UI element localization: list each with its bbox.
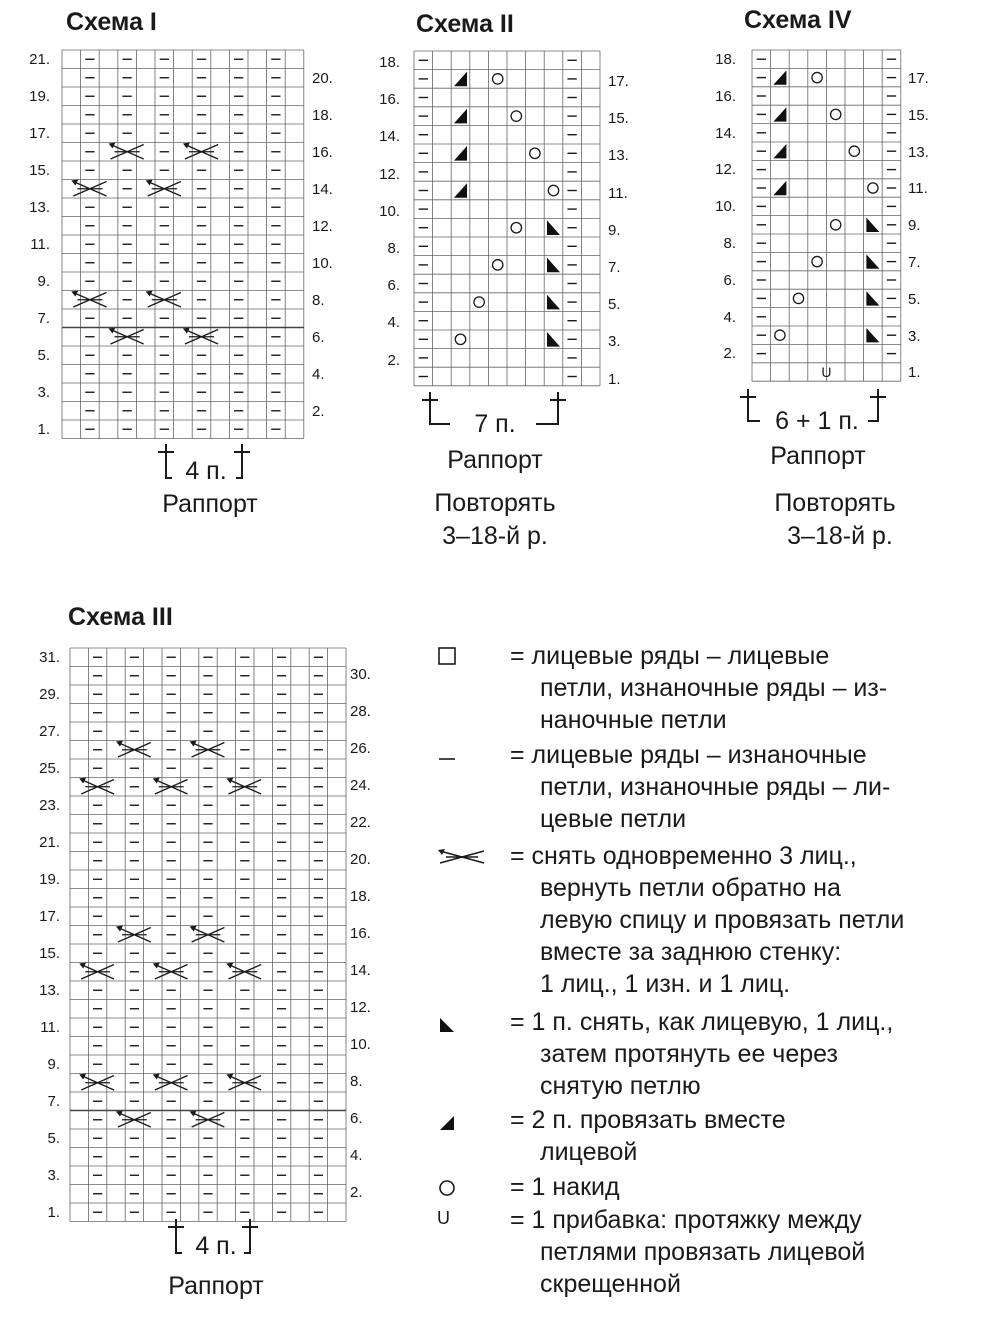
row-number: 3. xyxy=(37,384,50,401)
chart-1-repeat-label: 4 п. xyxy=(185,457,227,485)
ssk-mark xyxy=(866,218,879,232)
cable-mark xyxy=(190,926,225,943)
row-number: 16. xyxy=(379,91,400,109)
row-number: 20. xyxy=(350,851,371,868)
row-number: 17. xyxy=(608,73,629,90)
yarn-over-mark xyxy=(868,183,878,193)
chart-2-caption-1: Раппорт xyxy=(447,446,543,474)
yarn-over-mark xyxy=(793,293,803,303)
chart-3-grid xyxy=(70,648,346,1222)
legend-line: петлями провязать лицевой xyxy=(540,1238,866,1266)
ssk-mark xyxy=(866,291,879,305)
legend-item-knit xyxy=(510,640,950,736)
row-number: 5. xyxy=(608,296,621,314)
legend-line: снятую петлю xyxy=(540,1072,701,1100)
cable-mark xyxy=(153,1074,188,1091)
row-number: 10. xyxy=(350,1036,371,1053)
legend-item-ssk xyxy=(510,1006,950,1102)
legend-square-icon xyxy=(434,643,484,673)
row-number: 13. xyxy=(908,143,929,161)
row-number: 14. xyxy=(715,124,736,142)
row-number: 24. xyxy=(350,777,371,794)
row-number: 19. xyxy=(39,871,60,888)
row-number: 12. xyxy=(350,999,371,1016)
k2tog-mark xyxy=(454,109,467,124)
legend-line: = 1 прибавка: протяжку между xyxy=(510,1206,862,1234)
row-number: 9. xyxy=(608,221,621,239)
cable-mark xyxy=(226,1074,261,1091)
row-number: 15. xyxy=(908,106,929,124)
cable-mark xyxy=(153,778,188,795)
legend-line: = лицевые ряды – изнаночные xyxy=(510,741,867,769)
yarn-over-mark xyxy=(831,109,841,119)
row-number: 2. xyxy=(387,351,400,369)
ssk-mark xyxy=(547,258,560,273)
yarn-over-mark xyxy=(548,185,558,195)
legend-dash-icon xyxy=(434,745,484,775)
yarn-over-mark xyxy=(511,111,521,121)
row-number: 14. xyxy=(379,128,400,146)
row-number: 7. xyxy=(908,254,921,271)
increase-mark: U xyxy=(821,364,832,381)
cable-mark xyxy=(71,291,106,308)
chart-2-caption-2: Повторять xyxy=(434,489,556,517)
row-number: 5. xyxy=(47,1130,60,1147)
cable-mark xyxy=(226,963,261,980)
row-number: 2. xyxy=(723,345,736,363)
legend-line: петли, изнаночные ряды – из- xyxy=(540,674,888,702)
ssk-mark xyxy=(866,254,879,268)
row-number: 8. xyxy=(312,292,325,309)
yarn-over-mark xyxy=(492,74,502,84)
row-number: 30. xyxy=(350,666,371,683)
row-number: 11. xyxy=(908,180,928,198)
row-number: 6. xyxy=(723,271,736,289)
legend-line: 1 лиц., 1 изн. и 1 лиц. xyxy=(540,970,791,998)
ssk-mark xyxy=(547,332,560,347)
legend-ssk-icon xyxy=(434,1012,484,1042)
legend-line: наночные петли xyxy=(540,706,727,734)
legend-line: = 1 п. снять, как лицевую, 1 лиц., xyxy=(510,1008,894,1036)
yarn-over-mark xyxy=(511,222,521,232)
k2tog-mark xyxy=(773,70,786,84)
legend-line: = снять одновременно 3 лиц., xyxy=(510,842,857,870)
chart-2-repeat-label: 7 п. xyxy=(474,410,516,438)
row-number: 17. xyxy=(39,908,60,925)
row-number: 16. xyxy=(715,87,736,105)
row-number: 18. xyxy=(350,888,371,905)
legend-line: скрещенной xyxy=(540,1270,681,1298)
row-number: 27. xyxy=(39,723,60,740)
legend-line: лицевой xyxy=(540,1138,638,1166)
row-number: 11. xyxy=(30,236,50,253)
k2tog-mark xyxy=(773,107,786,121)
cable-mark xyxy=(190,741,225,758)
row-number: 1. xyxy=(37,421,50,438)
chart-3-caption: Раппорт xyxy=(168,1272,264,1300)
cable-mark xyxy=(79,1074,114,1091)
row-number: 15. xyxy=(39,945,60,962)
row-number: 20. xyxy=(312,70,333,87)
yarn-over-mark xyxy=(492,260,502,270)
chart-3-title: Схема III xyxy=(68,603,173,631)
chart-4-repeat-label: 6 + 1 п. xyxy=(775,407,859,435)
legend-item-increase xyxy=(510,1204,950,1300)
legend-item-yarn-over xyxy=(510,1171,950,1203)
row-number: 26. xyxy=(350,740,371,757)
cable-mark xyxy=(153,963,188,980)
row-number: 17. xyxy=(908,70,929,87)
cable-mark xyxy=(146,180,181,197)
row-number: 8. xyxy=(723,235,736,252)
chart-2-title: Схема II xyxy=(416,10,514,38)
legend-line: цевые петли xyxy=(540,805,687,833)
yarn-over-mark xyxy=(831,220,841,230)
row-number: 3. xyxy=(47,1167,60,1184)
row-number: 13. xyxy=(608,147,629,165)
row-number: 16. xyxy=(312,144,333,161)
chart-2-grid xyxy=(414,51,600,386)
row-number: 31. xyxy=(39,649,60,666)
cable-mark xyxy=(183,143,218,160)
row-number: 7. xyxy=(37,310,50,327)
cable-mark xyxy=(116,926,151,943)
row-number: 2. xyxy=(312,403,325,420)
row-number: 21. xyxy=(39,834,60,851)
legend-cable-icon xyxy=(434,843,484,873)
k2tog-mark xyxy=(773,144,786,158)
cable-mark xyxy=(71,180,106,197)
row-number: 4. xyxy=(723,308,736,326)
row-number: 3. xyxy=(908,327,921,345)
row-number: 18. xyxy=(312,107,333,124)
row-number: 19. xyxy=(29,88,50,105)
yarn-over-mark xyxy=(849,146,859,156)
chart-svg xyxy=(752,50,901,381)
row-number: 1. xyxy=(608,370,621,388)
legend-line: вместе за заднюю стенку: xyxy=(540,938,842,966)
legend-item-k2tog xyxy=(510,1104,950,1168)
row-number: 7. xyxy=(47,1093,60,1110)
yarn-over-mark xyxy=(455,334,465,344)
k2tog-mark xyxy=(454,183,467,198)
cable-mark xyxy=(183,328,218,345)
row-number: 12. xyxy=(379,165,400,183)
row-number: 18. xyxy=(715,51,736,68)
legend-item-purl xyxy=(510,739,950,835)
row-number: 11. xyxy=(608,184,628,202)
row-number: 4. xyxy=(312,366,325,383)
row-number: 18. xyxy=(379,54,400,71)
legend-line: левую спицу и провязать петли xyxy=(540,906,905,934)
chart-1-caption: Раппорт xyxy=(162,490,258,518)
row-number: 5. xyxy=(908,290,921,308)
row-number: 9. xyxy=(47,1056,60,1073)
cable-mark xyxy=(79,963,114,980)
row-number: 14. xyxy=(312,181,333,198)
row-number: 2. xyxy=(350,1184,363,1201)
row-number: 22. xyxy=(350,814,371,831)
chart-1-grid xyxy=(62,50,304,439)
chart-2-caption-3: 3–18-й р. xyxy=(442,522,548,550)
row-number: 1. xyxy=(47,1204,60,1221)
row-number: 28. xyxy=(350,703,371,720)
chart-4-caption-2: Повторять xyxy=(774,489,896,517)
row-number: 5. xyxy=(37,347,50,364)
row-number: 23. xyxy=(39,797,60,814)
row-number: 10. xyxy=(312,255,333,272)
row-number: 10. xyxy=(715,198,736,216)
cable-mark xyxy=(146,291,181,308)
chart-3-repeat-label: 4 п. xyxy=(195,1232,237,1260)
row-number: 10. xyxy=(379,202,400,220)
row-number: 8. xyxy=(350,1073,363,1090)
row-number: 13. xyxy=(39,982,60,999)
legend-k2tog-icon xyxy=(434,1110,484,1140)
k2tog-mark xyxy=(454,72,467,87)
cable-mark xyxy=(79,778,114,795)
yarn-over-mark xyxy=(812,256,822,266)
row-number: 4. xyxy=(350,1147,363,1164)
row-number: 17. xyxy=(29,125,50,142)
row-number: 16. xyxy=(350,925,371,942)
chart-svg xyxy=(62,50,304,439)
chart-1-title: Схема I xyxy=(66,8,157,36)
yarn-over-mark xyxy=(530,148,540,158)
row-number: 12. xyxy=(312,218,333,235)
legend-line: = лицевые ряды – лицевые xyxy=(510,642,830,670)
row-number: 8. xyxy=(387,240,400,257)
row-number: 9. xyxy=(908,217,921,235)
cable-mark xyxy=(116,1111,151,1128)
cable-mark xyxy=(109,143,144,160)
legend-increase-icon: U xyxy=(437,1208,450,1228)
row-number: 25. xyxy=(39,760,60,777)
cable-mark xyxy=(226,778,261,795)
row-number: 13. xyxy=(29,199,50,216)
legend-line: = 1 накид xyxy=(510,1173,620,1201)
ssk-mark xyxy=(866,328,879,342)
chart-4-grid xyxy=(752,50,901,381)
row-number: 9. xyxy=(37,273,50,290)
legend-line: вернуть петли обратно на xyxy=(540,874,841,902)
k2tog-mark xyxy=(454,146,467,161)
row-number: 6. xyxy=(387,277,400,295)
yarn-over-mark xyxy=(775,330,785,340)
row-number: 4. xyxy=(387,314,400,332)
row-number: 3. xyxy=(608,333,621,351)
legend-item-cable xyxy=(510,840,950,1000)
yarn-over-mark xyxy=(474,297,484,307)
ssk-mark xyxy=(547,295,560,310)
yarn-over-mark xyxy=(812,72,822,82)
row-number: 12. xyxy=(715,161,736,179)
row-number: 11. xyxy=(40,1019,60,1036)
row-number: 21. xyxy=(29,51,50,68)
legend-line: = 2 п. провязать вместе xyxy=(510,1106,786,1134)
legend-line: затем протянуть ее через xyxy=(540,1040,838,1068)
cable-mark xyxy=(190,1111,225,1128)
cable-mark xyxy=(116,741,151,758)
row-number: 1. xyxy=(908,364,921,382)
chart-svg xyxy=(414,51,600,386)
row-number: 15. xyxy=(608,110,629,128)
row-number: 6. xyxy=(350,1110,363,1127)
chart-svg xyxy=(70,648,346,1222)
legend-yarn-over-icon xyxy=(434,1175,484,1205)
chart-4-title: Схема IV xyxy=(744,6,852,34)
row-number: 15. xyxy=(29,162,50,179)
k2tog-mark xyxy=(773,181,786,195)
ssk-mark xyxy=(547,220,560,235)
row-number: 6. xyxy=(312,329,325,346)
chart-4-caption-1: Раппорт xyxy=(770,442,866,470)
row-number: 7. xyxy=(608,259,621,276)
row-number: 29. xyxy=(39,686,60,703)
legend-line: петли, изнаночные ряды – ли- xyxy=(540,773,891,801)
chart-4-caption-3: 3–18-й р. xyxy=(787,522,893,550)
row-number: 14. xyxy=(350,962,371,979)
cable-mark xyxy=(109,328,144,345)
